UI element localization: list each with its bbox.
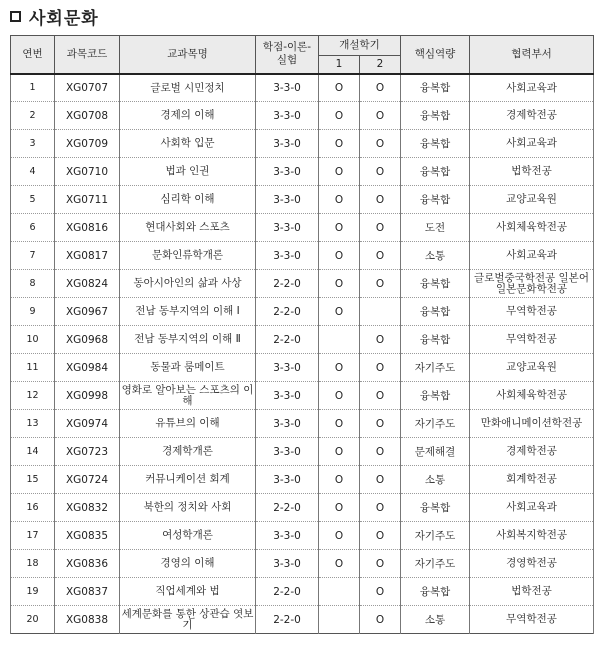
table-row xyxy=(11,410,594,438)
cell-credit: 3-3-0 xyxy=(256,74,319,102)
cell-code: XG0711 xyxy=(55,186,120,214)
cell-semester-2: O xyxy=(360,494,401,522)
cell-no: 13 xyxy=(11,410,55,438)
cell-code: XG0707 xyxy=(55,74,120,102)
cell-credit: 3-3-0 xyxy=(256,242,319,270)
cell-code: XG0836 xyxy=(55,550,120,578)
cell-credit: 2-2-0 xyxy=(256,270,319,298)
cell-code: XG0974 xyxy=(55,410,120,438)
cell-credit: 2-2-0 xyxy=(256,494,319,522)
cell-no: 17 xyxy=(11,522,55,550)
cell-course-name: 경영의 이해 xyxy=(120,550,256,578)
cell-course-name: 영화로 알아보는 스포츠의 이해 xyxy=(120,382,256,410)
cell-competency: 융복합 xyxy=(401,578,470,606)
cell-credit: 3-3-0 xyxy=(256,410,319,438)
cell-semester-2: O xyxy=(360,410,401,438)
cell-code: XG0984 xyxy=(55,354,120,382)
table-row xyxy=(11,130,594,158)
cell-dept: 무역학전공 xyxy=(470,326,594,354)
cell-competency: 융복합 xyxy=(401,74,470,102)
header-sem1: 1 xyxy=(319,56,360,74)
cell-code: XG0824 xyxy=(55,270,120,298)
table-row xyxy=(11,158,594,186)
cell-semester-2: O xyxy=(360,550,401,578)
table-row xyxy=(11,102,594,130)
cell-semester-2: O xyxy=(360,438,401,466)
cell-semester-1: O xyxy=(319,186,360,214)
table-row xyxy=(11,214,594,242)
cell-competency: 문제해결 xyxy=(401,438,470,466)
cell-dept: 사회교육과 xyxy=(470,130,594,158)
cell-dept: 경영학전공 xyxy=(470,550,594,578)
cell-code: XG0832 xyxy=(55,494,120,522)
header-name: 교과목명 xyxy=(120,36,256,74)
cell-semester-2: O xyxy=(360,606,401,634)
header-sem2: 2 xyxy=(360,56,401,74)
cell-dept: 사회복지학전공 xyxy=(470,522,594,550)
cell-semester-2: O xyxy=(360,270,401,298)
cell-credit: 3-3-0 xyxy=(256,466,319,494)
cell-semester-2: O xyxy=(360,186,401,214)
square-bullet-icon xyxy=(10,11,21,22)
cell-dept: 교양교육원 xyxy=(470,354,594,382)
cell-semester-1: O xyxy=(319,550,360,578)
cell-code: XG0708 xyxy=(55,102,120,130)
cell-semester-1: O xyxy=(319,74,360,102)
cell-semester-1 xyxy=(319,578,360,606)
cell-credit: 2-2-0 xyxy=(256,326,319,354)
section-title xyxy=(10,4,99,28)
table-row xyxy=(11,242,594,270)
cell-semester-2 xyxy=(360,298,401,326)
header-no: 연번 xyxy=(11,36,55,74)
cell-dept: 사회교육과 xyxy=(470,74,594,102)
cell-no: 18 xyxy=(11,550,55,578)
cell-credit: 3-3-0 xyxy=(256,438,319,466)
cell-semester-1: O xyxy=(319,214,360,242)
table-row xyxy=(11,382,594,410)
cell-semester-2: O xyxy=(360,578,401,606)
cell-no: 20 xyxy=(11,606,55,634)
cell-dept: 법학전공 xyxy=(470,158,594,186)
cell-semester-2: O xyxy=(360,466,401,494)
table-row xyxy=(11,186,594,214)
table-row xyxy=(11,550,594,578)
cell-course-name: 직업세계와 법 xyxy=(120,578,256,606)
cell-code: XG0709 xyxy=(55,130,120,158)
cell-semester-2: O xyxy=(360,326,401,354)
cell-dept: 경제학전공 xyxy=(470,102,594,130)
header-code: 과목코드 xyxy=(55,36,120,74)
cell-no: 1 xyxy=(11,74,55,102)
cell-semester-1: O xyxy=(319,298,360,326)
cell-semester-2: O xyxy=(360,158,401,186)
cell-competency: 융복합 xyxy=(401,158,470,186)
cell-competency: 융복합 xyxy=(401,382,470,410)
cell-no: 14 xyxy=(11,438,55,466)
cell-credit: 3-3-0 xyxy=(256,186,319,214)
cell-semester-2: O xyxy=(360,242,401,270)
cell-semester-2: O xyxy=(360,102,401,130)
cell-dept: 사회교육과 xyxy=(470,242,594,270)
cell-competency: 융복합 xyxy=(401,326,470,354)
cell-no: 2 xyxy=(11,102,55,130)
cell-dept: 만화애니메이션학전공 xyxy=(470,410,594,438)
table-row xyxy=(11,298,594,326)
cell-semester-1: O xyxy=(319,466,360,494)
cell-no: 4 xyxy=(11,158,55,186)
cell-no: 5 xyxy=(11,186,55,214)
cell-no: 7 xyxy=(11,242,55,270)
cell-credit: 3-3-0 xyxy=(256,130,319,158)
cell-course-name: 동물과 룸메이트 xyxy=(120,354,256,382)
cell-credit: 2-2-0 xyxy=(256,606,319,634)
cell-no: 11 xyxy=(11,354,55,382)
cell-semester-1: O xyxy=(319,130,360,158)
cell-competency: 융복합 xyxy=(401,186,470,214)
cell-code: XG0710 xyxy=(55,158,120,186)
cell-course-name: 여성학개론 xyxy=(120,522,256,550)
cell-no: 16 xyxy=(11,494,55,522)
header-dept: 협력부서 xyxy=(470,36,594,74)
cell-code: XG0968 xyxy=(55,326,120,354)
cell-credit: 3-3-0 xyxy=(256,214,319,242)
cell-course-name: 커뮤니케이션 회계 xyxy=(120,466,256,494)
cell-course-name: 경제학개론 xyxy=(120,438,256,466)
cell-code: XG0724 xyxy=(55,466,120,494)
cell-dept: 사회체육학전공 xyxy=(470,382,594,410)
table-row xyxy=(11,466,594,494)
cell-dept: 경제학전공 xyxy=(470,438,594,466)
table-body xyxy=(11,74,594,634)
cell-code: XG0835 xyxy=(55,522,120,550)
cell-course-name: 동아시아인의 삶과 사상 xyxy=(120,270,256,298)
cell-semester-1: O xyxy=(319,242,360,270)
cell-dept: 무역학전공 xyxy=(470,606,594,634)
cell-code: XG0837 xyxy=(55,578,120,606)
header-credit: 학점-이론-실험 xyxy=(256,36,319,74)
cell-no: 12 xyxy=(11,382,55,410)
cell-code: XG0816 xyxy=(55,214,120,242)
cell-semester-1: O xyxy=(319,438,360,466)
cell-course-name: 심리학 이해 xyxy=(120,186,256,214)
table-header xyxy=(11,36,594,74)
cell-credit: 3-3-0 xyxy=(256,382,319,410)
cell-course-name: 전남 동부지역의 이해 Ⅱ xyxy=(120,326,256,354)
cell-competency: 자기주도 xyxy=(401,522,470,550)
cell-semester-2: O xyxy=(360,130,401,158)
cell-semester-2: O xyxy=(360,354,401,382)
cell-course-name: 유튜브의 이해 xyxy=(120,410,256,438)
cell-competency: 융복합 xyxy=(401,102,470,130)
cell-course-name: 경제의 이해 xyxy=(120,102,256,130)
course-table xyxy=(10,35,594,634)
cell-no: 9 xyxy=(11,298,55,326)
cell-course-name: 세계문화를 통한 상관습 엿보기 xyxy=(120,606,256,634)
cell-semester-1: O xyxy=(319,158,360,186)
cell-code: XG0723 xyxy=(55,438,120,466)
cell-semester-1: O xyxy=(319,102,360,130)
table-row xyxy=(11,522,594,550)
cell-semester-2: O xyxy=(360,522,401,550)
cell-competency: 자기주도 xyxy=(401,550,470,578)
cell-competency: 자기주도 xyxy=(401,354,470,382)
cell-dept: 교양교육원 xyxy=(470,186,594,214)
cell-no: 10 xyxy=(11,326,55,354)
cell-course-name: 전남 동부지역의 이해 Ⅰ xyxy=(120,298,256,326)
cell-competency: 융복합 xyxy=(401,494,470,522)
cell-credit: 3-3-0 xyxy=(256,550,319,578)
cell-competency: 소통 xyxy=(401,606,470,634)
cell-semester-1 xyxy=(319,326,360,354)
cell-credit: 3-3-0 xyxy=(256,522,319,550)
section-title-text: 사회문화 xyxy=(29,8,99,29)
cell-semester-2: O xyxy=(360,382,401,410)
cell-semester-1 xyxy=(319,606,360,634)
table-row xyxy=(11,270,594,298)
cell-semester-2: O xyxy=(360,74,401,102)
cell-course-name: 북한의 정치와 사회 xyxy=(120,494,256,522)
cell-course-name: 문화인류학개론 xyxy=(120,242,256,270)
cell-competency: 소통 xyxy=(401,242,470,270)
cell-competency: 융복합 xyxy=(401,270,470,298)
cell-credit: 3-3-0 xyxy=(256,102,319,130)
cell-dept: 무역학전공 xyxy=(470,298,594,326)
cell-no: 19 xyxy=(11,578,55,606)
cell-dept: 법학전공 xyxy=(470,578,594,606)
cell-code: XG0838 xyxy=(55,606,120,634)
cell-credit: 2-2-0 xyxy=(256,298,319,326)
cell-semester-1: O xyxy=(319,354,360,382)
header-competency: 핵심역량 xyxy=(401,36,470,74)
cell-code: XG0967 xyxy=(55,298,120,326)
table-row xyxy=(11,74,594,102)
cell-course-name: 법과 인권 xyxy=(120,158,256,186)
table-row xyxy=(11,578,594,606)
cell-course-name: 사회학 입문 xyxy=(120,130,256,158)
cell-semester-1: O xyxy=(319,522,360,550)
cell-dept: 사회체육학전공 xyxy=(470,214,594,242)
cell-no: 6 xyxy=(11,214,55,242)
cell-competency: 융복합 xyxy=(401,130,470,158)
cell-competency: 소통 xyxy=(401,466,470,494)
cell-no: 15 xyxy=(11,466,55,494)
cell-dept: 회계학전공 xyxy=(470,466,594,494)
table-row xyxy=(11,354,594,382)
cell-course-name: 현대사회와 스포츠 xyxy=(120,214,256,242)
cell-code: XG0817 xyxy=(55,242,120,270)
cell-credit: 3-3-0 xyxy=(256,158,319,186)
table-row xyxy=(11,326,594,354)
cell-course-name: 글로벌 시민정치 xyxy=(120,74,256,102)
table-row xyxy=(11,606,594,634)
cell-dept: 사회교육과 xyxy=(470,494,594,522)
table-row xyxy=(11,438,594,466)
cell-semester-1: O xyxy=(319,410,360,438)
cell-semester-2: O xyxy=(360,214,401,242)
cell-code: XG0998 xyxy=(55,382,120,410)
cell-credit: 2-2-0 xyxy=(256,578,319,606)
cell-no: 3 xyxy=(11,130,55,158)
cell-competency: 도전 xyxy=(401,214,470,242)
cell-competency: 자기주도 xyxy=(401,410,470,438)
cell-dept: 글로벌중국학전공 일본어일본문화학전공 xyxy=(470,270,594,298)
cell-credit: 3-3-0 xyxy=(256,354,319,382)
cell-semester-1: O xyxy=(319,270,360,298)
cell-no: 8 xyxy=(11,270,55,298)
cell-semester-1: O xyxy=(319,494,360,522)
header-semester: 개설학기 xyxy=(319,36,401,56)
cell-competency: 융복합 xyxy=(401,298,470,326)
table-row xyxy=(11,494,594,522)
cell-semester-1: O xyxy=(319,382,360,410)
